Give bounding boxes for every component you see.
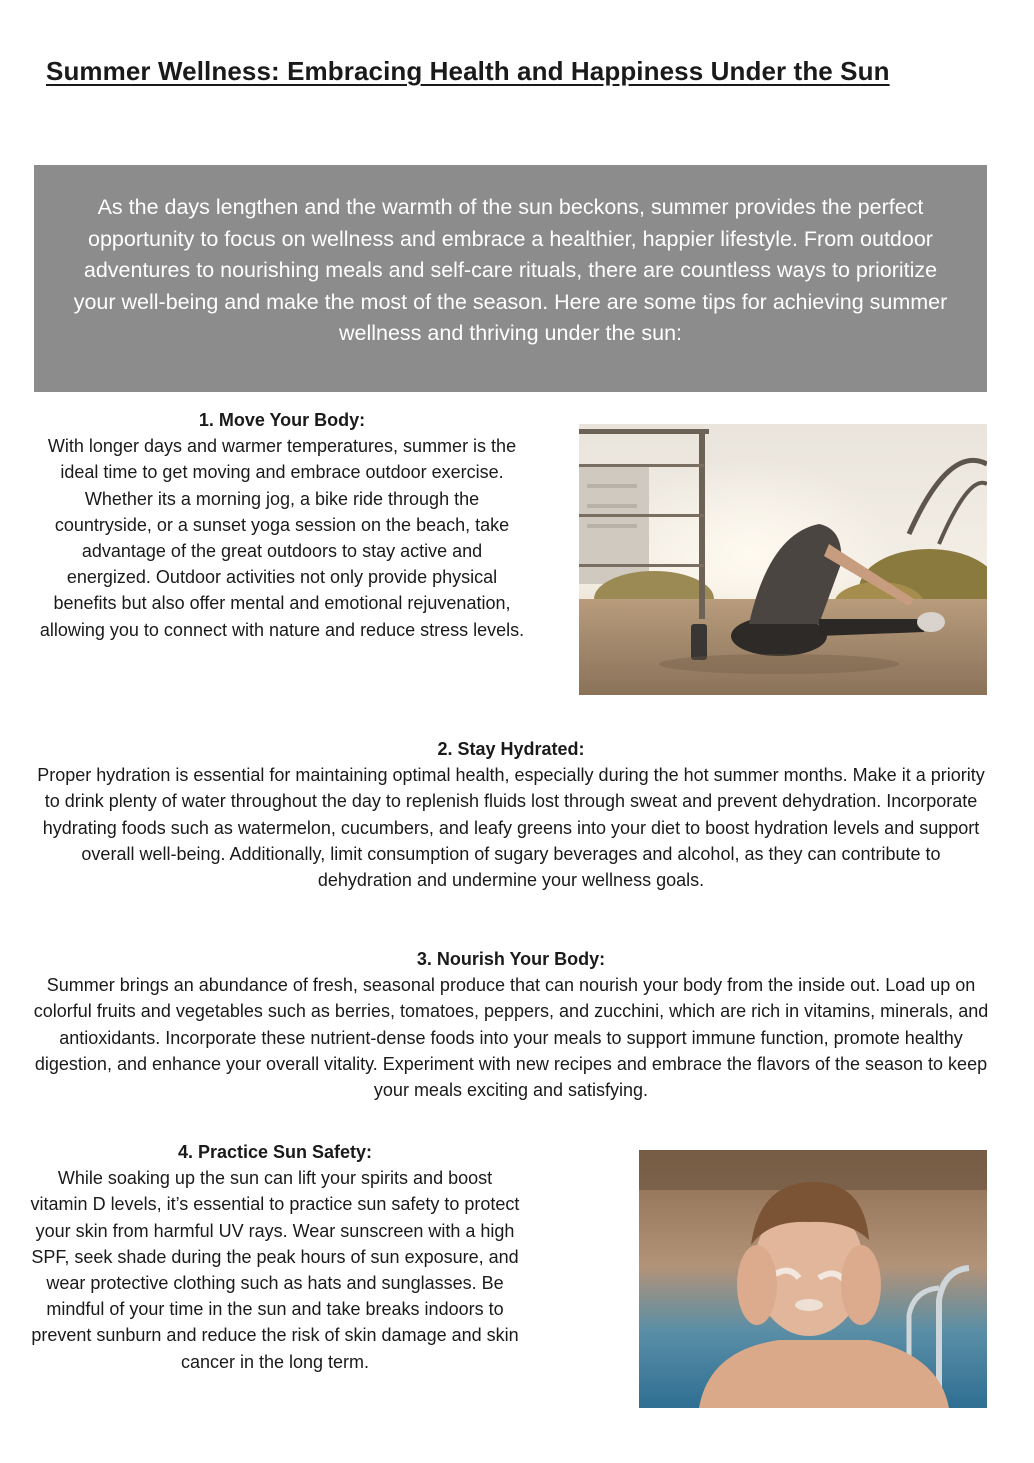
intro-text: As the days lengthen and the warmth of the sun beckons, summer provides the perfect opportunity to focus on wellness and embrace a healthier, happier lifestyle. From outdoor adventures to nourishing meals and self-care rituals, there are countless ways to prioritize your well-being and make the most of the season. Here are some tips for achieving summer wellness and thriving under the sun: xyxy=(73,195,948,345)
sunscreen-child-photo xyxy=(639,1150,987,1408)
section-body: With longer days and warmer temperatures, summer is the ideal time to get moving and embrace outdoor exercise. Whether its a morning jog, a bike ride through the countryside, or a sunset yoga session on the beach, take advantage of the great outdoors to stay active and energized. Outdoor activities not only provide physical benefits but also offer mental and emotional rejuvenation, allowing you to connect with nature and reduce stress levels. xyxy=(39,436,525,640)
section-heading: 1. Move Your Body: xyxy=(198,410,366,430)
page-title: Summer Wellness: Embracing Health and Happiness Under the Sun xyxy=(46,56,890,86)
section-heading: 4. Practice Sun Safety: xyxy=(177,1142,373,1162)
section-heading: 3. Nourish Your Body: xyxy=(416,949,606,969)
section-body: While soaking up the sun can lift your spirits and boost vitamin D levels, it’s essential to practice sun safety to protect your skin from harmful UV rays. Wear sunscreen with a high SPF, seek shade during the peak hours of sun exposure, and wear protective clothing such as hats and sunglasses. Be mindful of your time in the sun and take breaks indoors to prevent sunburn and reduce the risk of skin damage and skin cancer in the long term. xyxy=(30,1168,520,1372)
section-move-your-body xyxy=(38,407,526,643)
section-body: Proper hydration is essential for maintaining optimal health, especially during the hot summer months. Make it a priority to drink plenty of water throughout the day to replenish fluids lost through sweat and prevent dehydration. Incorporate hydrating foods such as watermelon, cucumbers, and leafy greens into your diet to boost hydration levels and support overall well-being. Additionally, limit consumption of sugary beverages and alcohol, as they can contribute to dehydration and undermine your wellness goals. xyxy=(37,765,985,891)
section-stay-hydrated xyxy=(32,736,990,893)
section-body: Summer brings an abundance of fresh, seasonal produce that can nourish your body from the inside out. Load up on colorful fruits and vegetables such as berries, tomatoes, peppers, and zucchini, which are rich in vitamins, minerals, and antioxidants. Incorporate these nutrient-dense foods into your meals to support immune function, promote healthy digestion, and enhance your overall vitality. Experiment with new recipes and embrace the flavors of the season to keep your meals exciting and satisfying. xyxy=(33,975,989,1101)
stretching-photo xyxy=(579,424,987,695)
section-nourish-your-body xyxy=(32,946,990,1103)
section-heading: 2. Stay Hydrated: xyxy=(437,739,585,759)
intro-panel xyxy=(34,165,987,392)
section-practice-sun-safety xyxy=(30,1139,520,1375)
